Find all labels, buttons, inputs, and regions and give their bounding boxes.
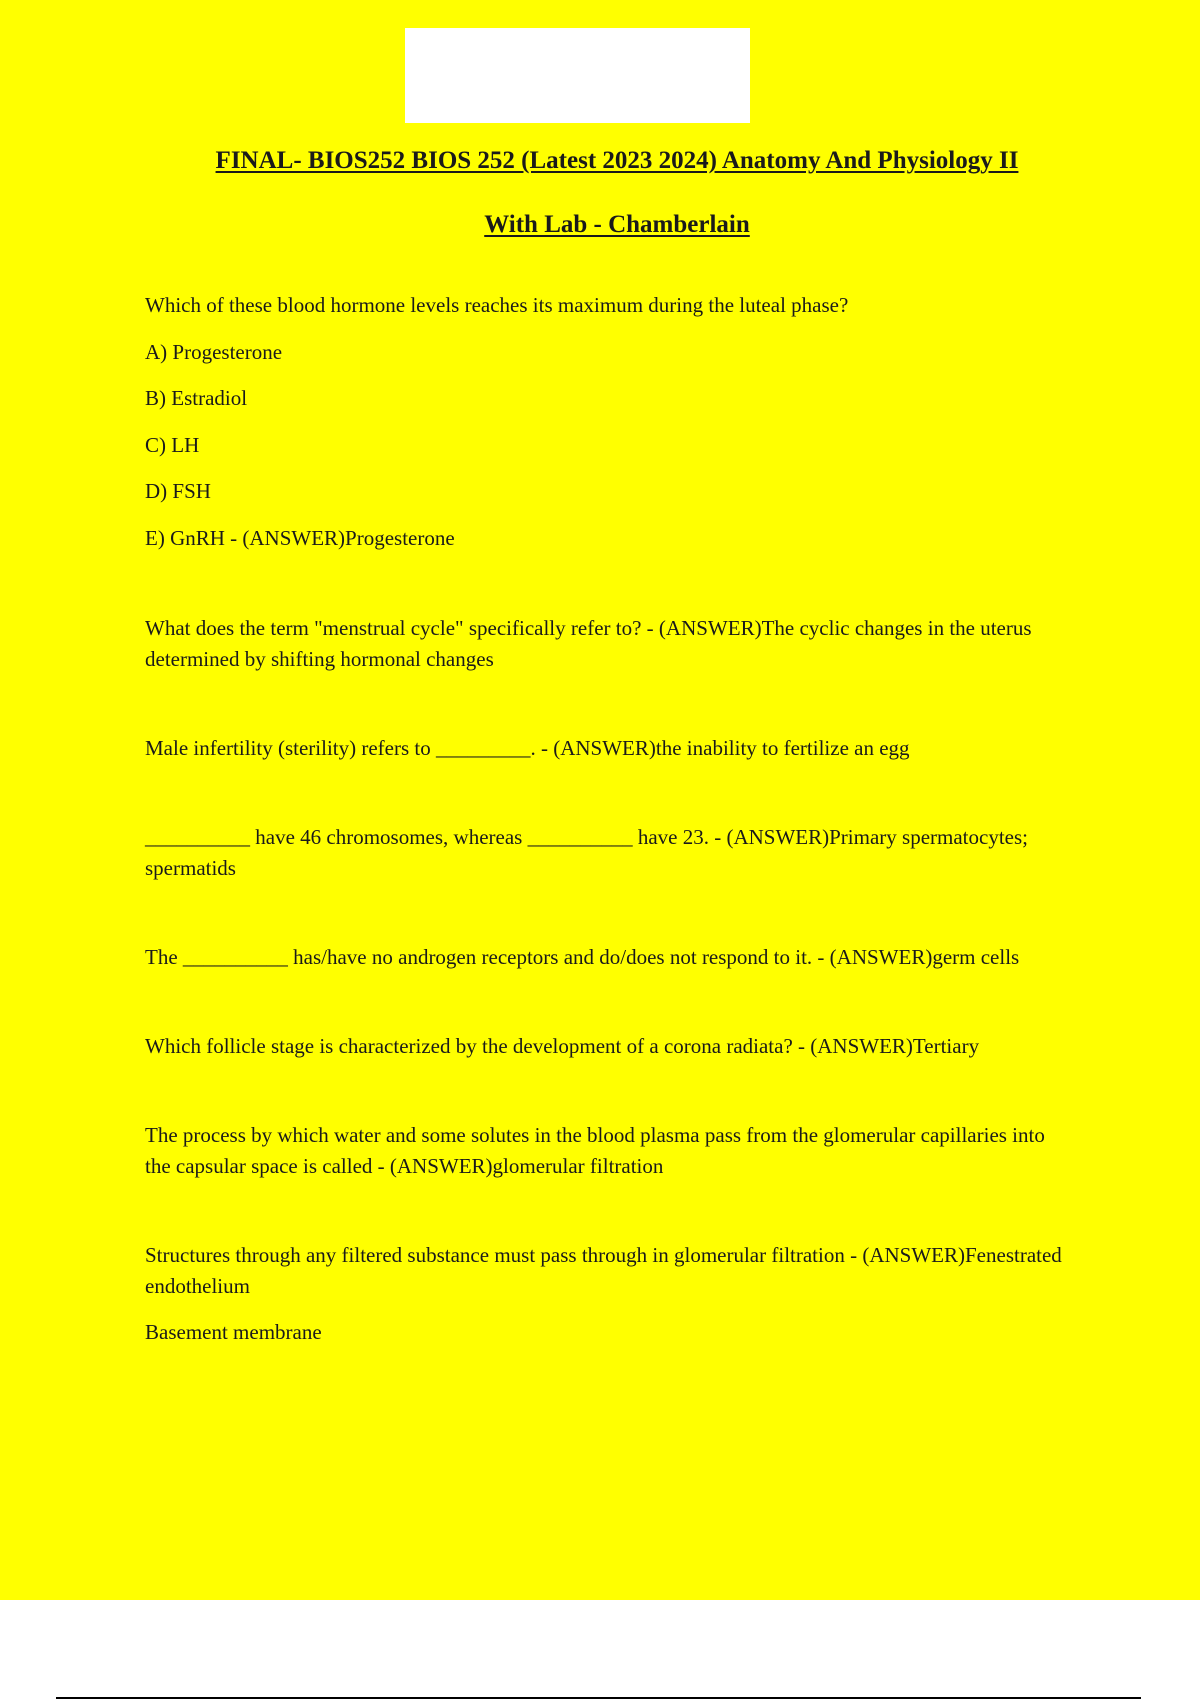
answer-option: D) FSH <box>145 479 211 503</box>
question-item-8-extra: Basement membrane <box>145 1320 322 1344</box>
question-prompt: Which of these blood hormone levels reaches its maximum during the luteal phase? <box>145 293 849 317</box>
question-item-4: __________ have 46 chromosomes, whereas __________ have 23. - (ANSWER)Primary spermatocytes; spermatids <box>145 824 1028 880</box>
question-item-3: Male infertility (sterility) refers to _________. - (ANSWER)the inability to fertilize an egg <box>145 735 910 760</box>
question-item-2: What does the term "menstrual cycle" specifically refer to? - (ANSWER)The cyclic changes in the uterus determined by shifting hormonal changes <box>145 615 1032 671</box>
question-item-1 <box>145 290 1075 554</box>
blank-header-box <box>405 28 750 123</box>
question-list <box>145 290 1075 1348</box>
document-title-line-1: FINAL- BIOS252 BIOS 252 (Latest 2023 2024) Anatomy And Physiology II <box>215 147 1019 174</box>
question-item-5: The __________ has/have no androgen receptors and do/does not respond to it. - (ANSWER)germ cells <box>145 944 1020 969</box>
question-item-7: The process by which water and some solutes in the blood plasma pass from the glomerular capillaries into the capsular space is called - (ANSWER)glomerular filtration <box>145 1122 1045 1178</box>
document-title-line-2: With Lab - Chamberlain <box>484 211 750 238</box>
question-item-6: Which follicle stage is characterized by the development of a corona radiata? - (ANSWER)Tertiary <box>145 1033 980 1058</box>
bottom-divider <box>56 1697 1141 1699</box>
answer-option: B) Estradiol <box>145 386 248 410</box>
answer-option: C) LH <box>145 432 200 457</box>
question-item-8: Structures through any filtered substance must pass through in glomerular filtration - (ANSWER)Fenestrated endothelium <box>145 1242 1062 1298</box>
answer-option: A) Progesterone <box>145 339 283 364</box>
answer-option: E) GnRH - (ANSWER)Progesterone <box>145 525 455 550</box>
